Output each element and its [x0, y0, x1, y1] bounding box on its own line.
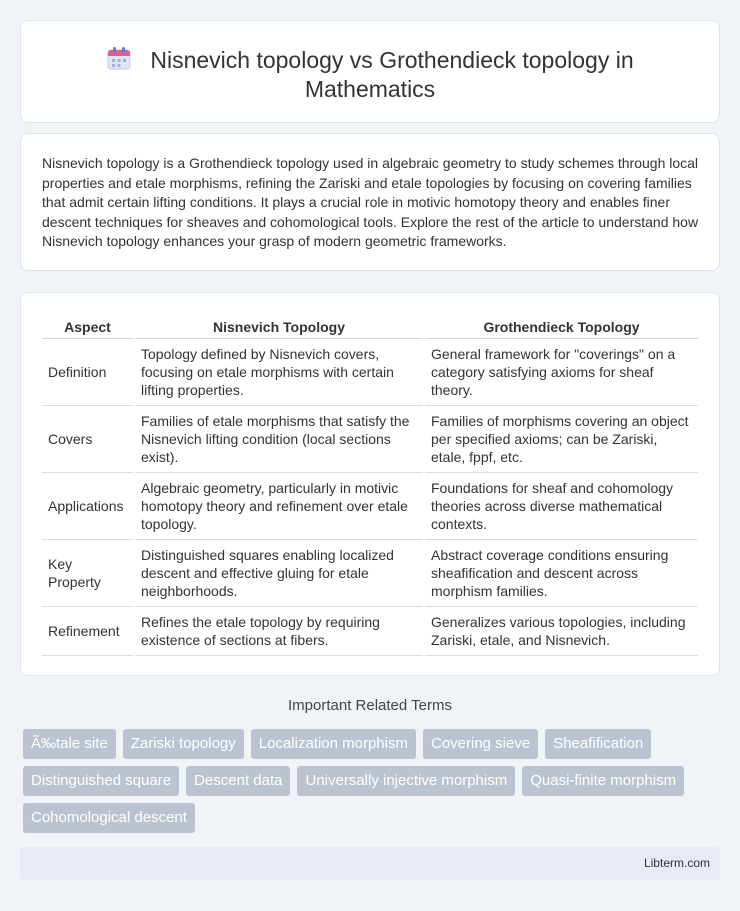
- cell-grothendieck: Abstract coverage conditions ensuring sheafification and descent across morphism families.: [424, 539, 698, 606]
- related-term-tag[interactable]: Ã‰tale site: [23, 729, 116, 759]
- related-term-tag[interactable]: Descent data: [186, 766, 290, 796]
- header-nisnevich: Nisnevich Topology: [134, 316, 424, 338]
- cell-grothendieck: Foundations for sheaf and cohomology theories across diverse mathematical contexts.: [424, 472, 698, 539]
- cell-grothendieck: Generalizes various topologies, including Zariski, etale, and Nisnevich.: [424, 606, 698, 655]
- related-term-tag[interactable]: Covering sieve: [423, 729, 538, 759]
- intro-text: Nisnevich topology is a Grothendieck topology used in algebraic geometry to study schemes through local properties and etale morphisms, refining the Zariski and etale topologies by focusing on covering families that admit certain lifting conditions. It plays a crucial role in motivic homotopy theory and enables finer descent techniques for sheaves and cohomological tools. Explore the rest of the article to understand how Nisnevich topology enhances your grasp of modern geometric frameworks.: [42, 155, 699, 250]
- table-row: [42, 606, 698, 655]
- cell-nisnevich: Refines the etale topology by requiring existence of sections at fibers.: [134, 606, 424, 655]
- related-terms-list: [23, 729, 703, 833]
- page-title: [21, 45, 719, 104]
- cell-aspect: Refinement: [42, 606, 134, 655]
- related-term-tag[interactable]: Zariski topology: [123, 729, 244, 759]
- title-line-1: Nisnevich topology vs Grothendieck topology in: [150, 47, 634, 73]
- cell-aspect: Definition: [42, 338, 134, 405]
- cell-aspect: Key Property: [42, 539, 134, 606]
- table-row: [42, 338, 698, 405]
- cell-aspect: Covers: [42, 405, 134, 472]
- calendar-icon: [106, 45, 132, 71]
- related-term-tag[interactable]: Sheafification: [545, 729, 651, 759]
- cell-grothendieck: Families of morphisms covering an object per specified axioms; can be Zariski, etale, fppf, etc.: [424, 405, 698, 472]
- comparison-table: [42, 316, 698, 656]
- cell-nisnevich: Topology defined by Nisnevich covers, focusing on etale morphisms with certain lifting properties.: [134, 338, 424, 405]
- intro-card: [20, 133, 720, 271]
- related-terms-heading: Important Related Terms: [288, 697, 452, 714]
- related-term-tag[interactable]: Localization morphism: [251, 729, 416, 759]
- table-row: [42, 472, 698, 539]
- title-card: [20, 20, 720, 123]
- table-row: [42, 539, 698, 606]
- cell-grothendieck: General framework for "coverings" on a category satisfying axioms for sheaf theory.: [424, 338, 698, 405]
- header-aspect: Aspect: [42, 316, 134, 338]
- header-grothendieck: Grothendieck Topology: [424, 316, 698, 338]
- comparison-card: [20, 292, 720, 676]
- footer-site-link[interactable]: Libterm.com: [643, 856, 710, 870]
- related-term-tag[interactable]: Universally injective morphism: [297, 766, 515, 796]
- cell-nisnevich: Algebraic geometry, particularly in motivic homotopy theory and refinement over etale topology.: [134, 472, 424, 539]
- footer: [20, 847, 720, 880]
- related-term-tag[interactable]: Cohomological descent: [23, 803, 195, 833]
- related-term-tag[interactable]: Distinguished square: [23, 766, 179, 796]
- cell-nisnevich: Families of etale morphisms that satisfy the Nisnevich lifting condition (local sections exist).: [134, 405, 424, 472]
- related-term-tag[interactable]: Quasi-finite morphism: [522, 766, 684, 796]
- title-line-2: Mathematics: [304, 76, 436, 102]
- table-header-row: [42, 316, 698, 338]
- cell-nisnevich: Distinguished squares enabling localized descent and effective gluing for etale neighborhoods.: [134, 539, 424, 606]
- table-row: [42, 405, 698, 472]
- cell-aspect: Applications: [42, 472, 134, 539]
